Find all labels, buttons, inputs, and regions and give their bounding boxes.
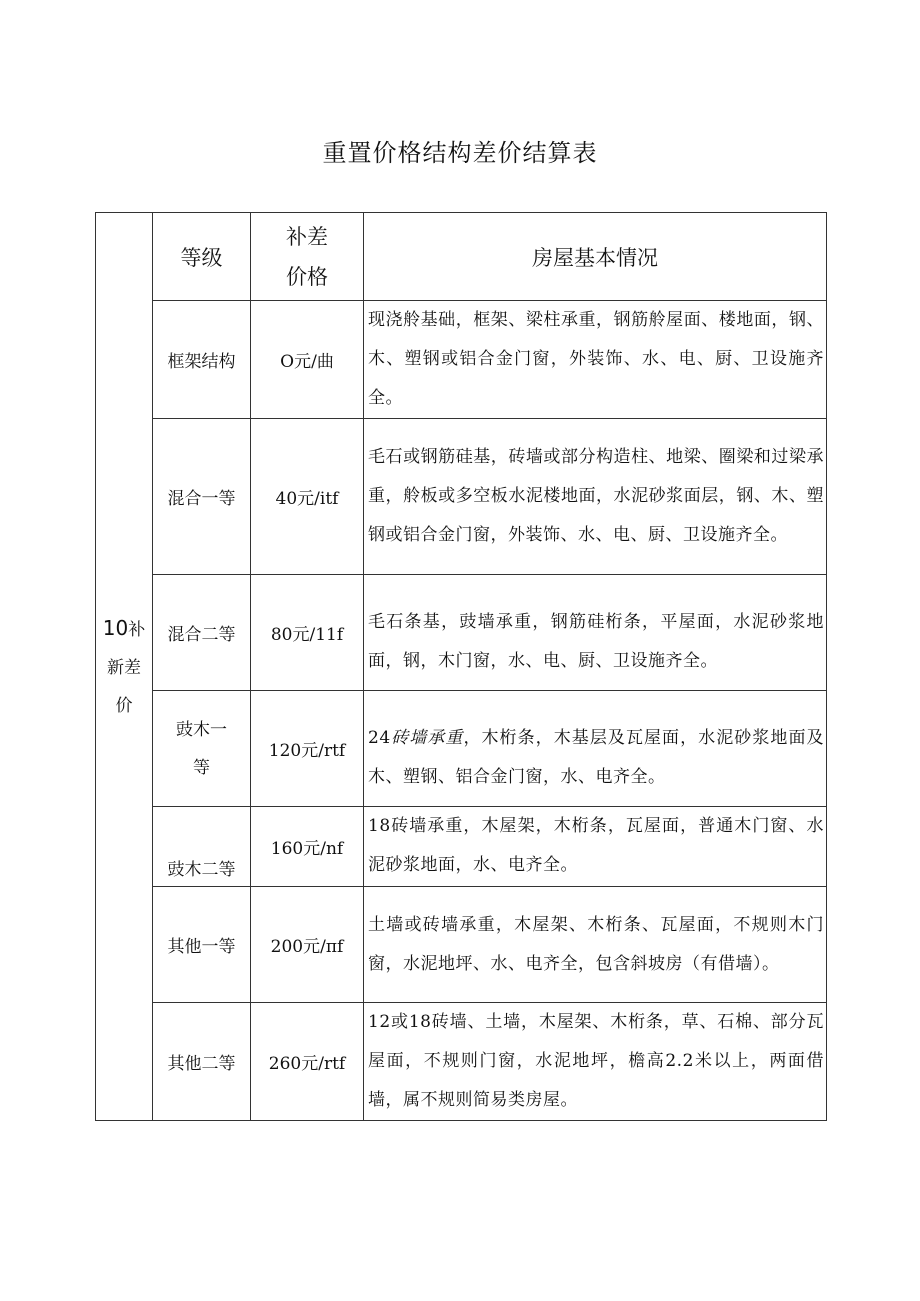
table-row [96, 575, 827, 691]
grade-line1: 豉木一 [176, 719, 227, 740]
description-cell: 12或18砖墙、土墙，木屋架、木桁条，草、石棉、部分瓦屋面，不规则门窗，水泥地坪，檐高2.2米以上，两面借墙，属不规则简易类房屋。 [364, 1003, 827, 1121]
header-price [251, 213, 364, 301]
price-table [95, 212, 827, 1121]
grade-cell: 混合一等 [153, 419, 251, 575]
table-row [96, 301, 827, 419]
description-cell: 毛石或钢筋硅基，砖墙或部分构造柱、地梁、圈梁和过梁承重，舲板或多空板水泥楼地面，水泥砂浆面层，钢、木、塑钢或铝合金门窗，外装饰、水、电、厨、卫设施齐全。 [364, 419, 827, 575]
price-cell: 80元/11f [251, 575, 364, 691]
grade-line2: 等 [193, 757, 210, 778]
table-row [96, 1003, 827, 1121]
page-title: 重置价格结构差价结算表 [322, 139, 598, 167]
table-row [96, 887, 827, 1003]
header-price-line1: 补差 [286, 224, 328, 249]
description-italic: 砖墙承重 [390, 727, 464, 748]
header-price-line2: 价格 [286, 264, 328, 289]
category-label-c: 价 [115, 695, 133, 716]
grade-cell [153, 691, 251, 807]
grade-cell: 框架结构 [153, 301, 251, 419]
category-number: 10 [102, 615, 129, 640]
category-cell [96, 213, 153, 1121]
description-cell [364, 691, 827, 807]
header-grade: 等级 [153, 213, 251, 301]
description-cell: 毛石条基，豉墙承重，钢筋硅桁条，平屋面，水泥砂浆地面，钢，木门窗，水、电、厨、卫设施齐全。 [364, 575, 827, 691]
price-cell: 160元/nf [251, 807, 364, 887]
table-row [96, 691, 827, 807]
price-cell: O元/曲 [251, 301, 364, 419]
price-cell: 200元/πf [251, 887, 364, 1003]
grade-cell: 其他二等 [153, 1003, 251, 1121]
description-cell: 土墙或砖墙承重，木屋架、木桁条、瓦屋面，不规则木门窗，水泥地坪、水、电齐全，包含斜坡房（有借墙）。 [364, 887, 827, 1003]
category-label-b: 新差 [107, 657, 141, 678]
description-prefix: 24 [368, 727, 391, 748]
grade-cell: 混合二等 [153, 575, 251, 691]
price-cell: 40元/itf [251, 419, 364, 575]
table-row [96, 807, 827, 887]
grade-cell: 豉木二等 [153, 807, 251, 887]
category-label-a: 补 [128, 619, 146, 640]
description-cell: 现浇舲基础，框架、梁柱承重，钢筋舲屋面、楼地面，钢、木、塑钢或铝合金门窗，外装饰、水、电、厨、卫设施齐全。 [364, 301, 827, 419]
description-cell: 18砖墙承重，木屋架，木桁条，瓦屋面，普通木门窗、水泥砂浆地面，水、电齐全。 [364, 807, 827, 887]
table-header-row [96, 213, 827, 301]
header-description: 房屋基本情况 [364, 213, 827, 301]
description-rest: ，木桁条，木基层及瓦屋面，水泥砂浆地面及木、塑钢、铝合金门窗，水、电齐全。 [368, 727, 825, 787]
table-row [96, 419, 827, 575]
grade-cell: 其他一等 [153, 887, 251, 1003]
price-cell: 260元/rtf [251, 1003, 364, 1121]
price-cell: 120元/rtf [251, 691, 364, 807]
